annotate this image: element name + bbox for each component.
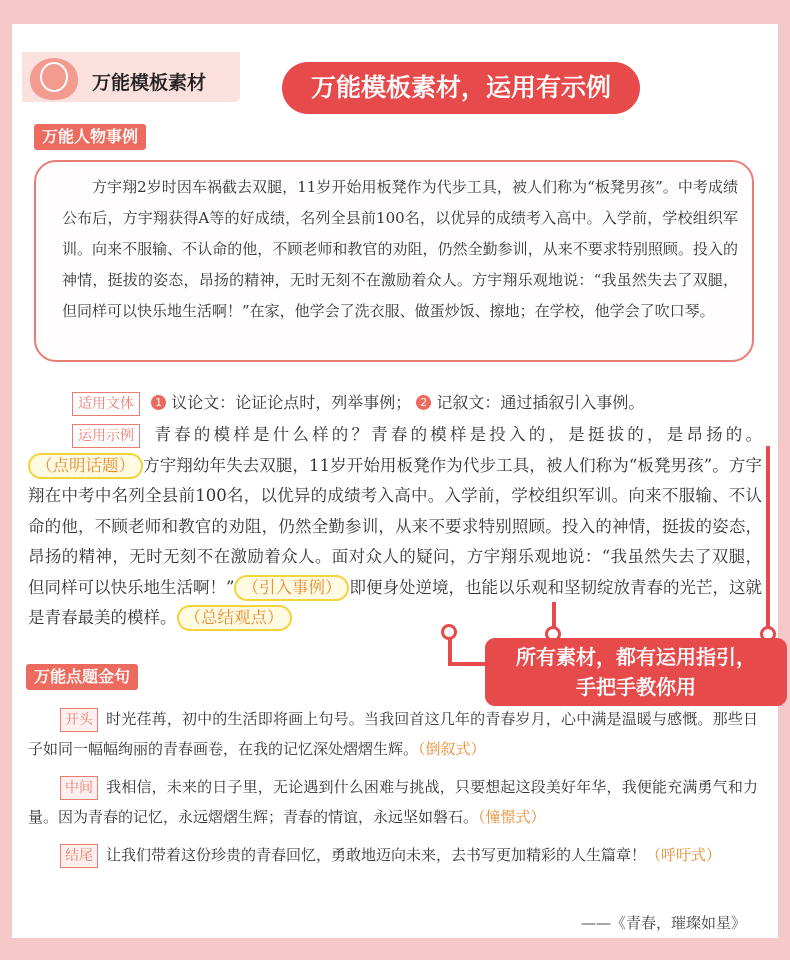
example-part-2: 方宇翔幼年失去双腿，11岁开始用板凳作为代步工具，被人们称为“板凳男孩”。方宇翔在中考中名列全县前100名，以优异的成绩考入高中。入学前，学校组织军训。向来不服输、不认命的他，不顾老师和教官的劝阻，仍然全勤参训，从来不要求特别照顾。投入的神情，挺拔的姿态，昂扬的精神，无时无刻不在激励着众人。面对众人的疑问，方宇翔乐观地说：“我虽然失去了双腿，但同样可以快乐地生活啊！”	[28, 455, 762, 597]
ending-tag: 结尾	[60, 844, 98, 868]
promo-banner: 万能模板素材，运用有示例	[282, 62, 640, 114]
note-highlight-topic: （点明话题）	[28, 453, 143, 479]
applicable-item-2: 记叙文：通过插叙引入事例。	[436, 393, 645, 412]
section-label-character-example: 万能人物事例	[34, 124, 146, 150]
ending-paragraph	[28, 840, 758, 870]
note-highlight-summary: （总结观点）	[177, 605, 292, 631]
callout-line-1: 所有素材，都有运用指引，	[516, 645, 756, 669]
usage-tag: 运用示例	[72, 424, 140, 448]
story-text: 方宇翔2岁时因车祸截去双腿，11岁开始用板凳作为代步工具，被人们称为“板凳男孩”。中考成绩公布后，方宇翔获得A等的好成绩，名列全县前100名，以优异的成绩考入高中。入学前，学校组织军训。向来不服输、不认命的他，不顾老师和教官的劝阻，仍然全勤参训，从来不要求特别照顾。投入的神情，挺拔的姿态，昂扬的精神，无时无刻不在激励着众人。方宇翔乐观地说：“我虽然失去了双腿，但同样可以快乐地生活啊！”在家，他学会了洗衣服、做蛋炒饭、擦地；在学校，他学会了吹口琴。	[62, 178, 738, 320]
number-badge-2: 2	[416, 395, 431, 410]
section-label-golden-sentences: 万能点题金句	[26, 664, 138, 690]
number-badge-1: 1	[151, 395, 166, 410]
callout-line-2: 手把手教你用	[576, 675, 696, 699]
example-part-1: 青春的模样是什么样的？青春的模样是投入的，是挺拔的，是昂扬的。	[154, 425, 763, 444]
opening-paragraph	[28, 704, 758, 764]
connector-dot-left	[441, 624, 457, 640]
opening-tag: 开头	[60, 708, 98, 732]
guidance-callout	[485, 638, 787, 706]
applicable-row	[72, 390, 644, 416]
source-attribution: ——《青春，璀璨如星》	[580, 914, 746, 932]
connector-line-left-h	[448, 662, 488, 666]
middle-style: （憧憬式）	[478, 808, 546, 826]
ending-style: （呼吁式）	[646, 846, 722, 864]
header-title: 万能模板素材	[92, 72, 207, 94]
ending-text: 让我们带着这份珍贵的青春回忆，勇敢地迈向未来，去书写更加精彩的人生篇章！	[106, 846, 647, 864]
example-part-3: 即便身处逆境，也能以乐观和坚韧绽放青春的光芒，这就是青春最美的模样。	[28, 577, 763, 627]
middle-tag: 中间	[60, 776, 98, 800]
connector-line-right	[766, 446, 770, 632]
bottom-band	[0, 938, 790, 960]
usage-example	[28, 420, 762, 634]
opening-text: 时光荏苒，初中的生活即将画上句号。当我回首这几年的青春岁月，心中满是温暖与感慨。那些日子如同一幅幅绚丽的青春画卷，在我的记忆深处熠熠生辉。	[28, 710, 758, 758]
note-highlight-case: （引入事例）	[234, 575, 349, 601]
applicable-item-1: 议论文：论证论点时，列举事例；	[171, 393, 412, 412]
middle-text: 我相信，未来的日子里，无论遇到什么困难与挑战，只要想起这段美好年华，我便能充满勇气和力量。因为青春的记忆，永远熠熠生辉；青春的情谊，永远坚如磐石。	[28, 778, 758, 826]
middle-paragraph	[28, 772, 758, 832]
opening-style: （倒叙式）	[418, 740, 486, 758]
lightbulb-inner-icon	[40, 62, 68, 92]
applicable-tag: 适用文体	[72, 392, 140, 416]
